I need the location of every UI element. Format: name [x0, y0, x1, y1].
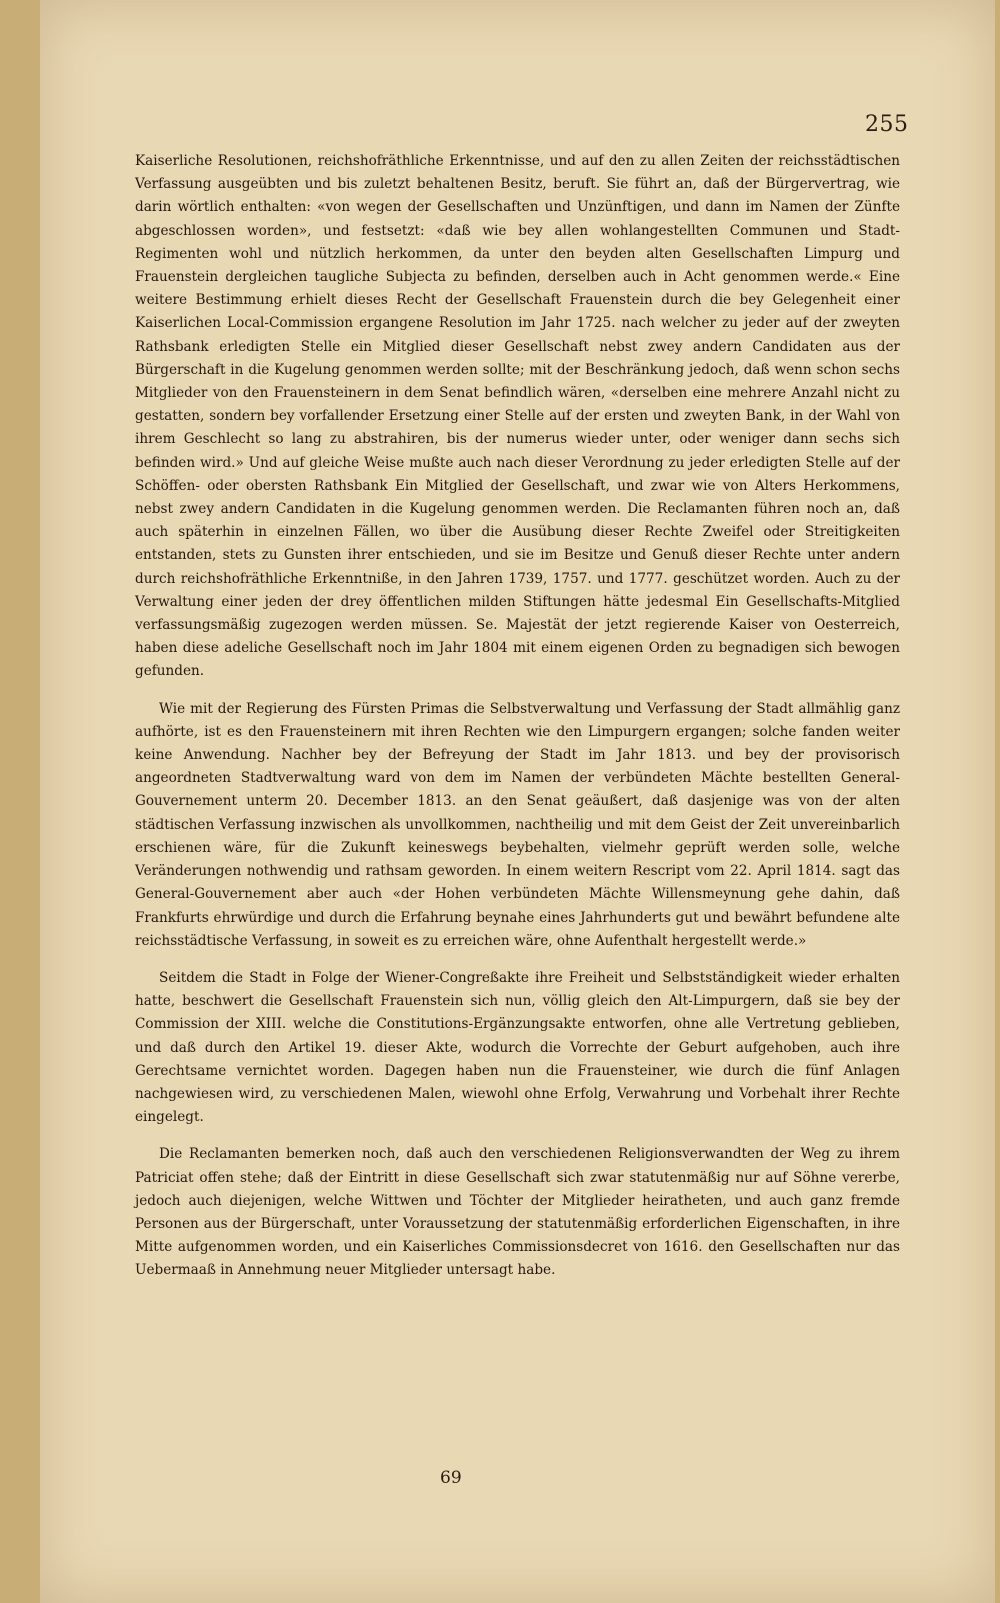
- paragraph-4: Die Reclamanten bemerken noch, daß auch den verschiedenen Religionsverwandten der Weg zu ihrem Patriciat offen stehe; daß der Eintritt in diese Gesellschaft sich zwar statutenmäßig nur auf Söhne vererbe, jedoch auch diejenigen, welche Wittwen und Töchter der Mitglieder heiratheten, und auch ganz fremde Personen aus der Bürgerschaft, unter Voraussetzung der statutenmäßig erforderlichen Eigenschaften, in ihre Mitte aufgenommen worden, und ein Kaiserliches Commissionsdecret von 1616. den Gesellschaften nur das Uebermaaß in Annehmung neuer Mitglieder untersagt habe.: [135, 1146, 900, 1279]
- signature-mark: 69: [440, 1468, 462, 1488]
- paragraph-1: Kaiserliche Resolutionen, reichshofräthliche Erkenntnisse, und auf den zu allen Zeiten der reichsstädtischen Verfassung ausgeübten und bis zuletzt behaltenen Besitz, beruft. Sie führt an, daß der Bürgervertrag, wie darin wörtlich enthalten: «von wegen der Gesellschaften und Unzünftigen, und dann im Namen der Zünfte abgeschlossen worden», und festsetzt: «daß wie bey allen wohlangestellten Communen und Stadt-Regimenten wohl und nützlich herkommen, da unter den beyden alten Gesellschaften Limpurg und Frauenstein dergleichen taugliche Subjecta zu befinden, derselben auch in Acht genommen werde.« Eine weitere Bestimmung erhielt dieses Recht der Gesellschaft Frauenstein durch die bey Gelegenheit einer Kaiserlichen Local-Commission ergangene Resolution im Jahr 1725. nach welcher zu jeder auf der zweyten Rathsbank erledigten Stelle ein Mitglied dieser Gesellschaft nebst zwey andern Candidaten aus der Bürgerschaft in die Kugelung genommen werden sollte; mit der Beschränkung jedoch, daß wenn schon sechs Mitglieder von den Frauensteinern in dem Senat befindlich wären, «derselben eine mehrere Anzahl nicht zu gestatten, sondern bey vorfallender Ersetzung einer Stelle auf der ersten und zweyten Bank, in der Wahl von ihrem Geschlecht so lang zu abstrahiren, bis der numerus wieder unter, oder weniger dann sechs sich befinden wird.» Und auf gleiche Weise mußte auch nach dieser Verordnung zu jeder erledigten Stelle auf der Schöffen- oder obersten Rathsbank Ein Mitglied der Gesellschaft, und zwar wie von Alters Herkommens, nebst zwey andern Candidaten in die Kugelung genommen werden. Die Reclamanten führen noch an, daß auch späterhin in einzelnen Fällen, wo über die Ausübung dieser Rechte Zweifel oder Streitigkeiten entstanden, stets zu Gunsten ihrer entschieden, und sie im Besitze und Genuß dieser Rechte unter andern durch reichshofräthliche Erkenntniße, in den Jahren 1739, 1757. und 1777. geschützet worden. Auch zu der Verwaltung einer jeden der drey öffentlichen milden Stiftungen hätte jedesmal Ein Gesellschafts-Mitglied verfassungsmäßig zugezogen werden müssen. Se. Majestät der jetzt regierende Kaiser von Oesterreich, haben diese adeliche Gesellschaft noch im Jahr 1804 mit einem eigenen Orden zu begnadigen sich bewogen gefunden.: [135, 153, 900, 680]
- page-number: 255: [865, 112, 909, 137]
- paragraph-3: Seitdem die Stadt in Folge der Wiener-Congreßakte ihre Freiheit und Selbstständigkeit wieder erhalten hatte, beschwert die Gesellschaft Frauenstein sich nun, völlig gleich den Alt-Limpurgern, daß sie bey der Commission der XIII. welche die Constitutions-Ergänzungsakte entworfen, ohne alle Vertretung geblieben, und daß durch den Artikel 19. dieser Akte, wodurch die Vorrechte der Geburt aufgehoben, auch ihre Gerechtsame vernichtet worden. Dagegen haben nun die Frauensteiner, wie durch die fünf Anlagen nachgewiesen wird, zu verschiedenen Malen, wiewohl ohne Erfolg, Verwahrung und Vorbehalt ihrer Rechte eingelegt.: [135, 969, 900, 1126]
- book-page: [40, 0, 995, 1603]
- paragraph-2: Wie mit der Regierung des Fürsten Primas die Selbstverwaltung und Verfassung der Stadt allmählig ganz aufhörte, ist es den Frauensteinern mit ihren Rechten wie den Limpurgern ergangen; solche fanden weiter keine Anwendung. Nachher bey der Befreyung der Stadt im Jahr 1813. und bey der provisorisch angeordneten Stadtverwaltung ward von dem im Namen der verbündeten Mächte bestellten General-Gouvernement unterm 20. December 1813. an den Senat geäußert, daß dasjenige was von der alten städtischen Verfassung inzwischen als unvollkommen, nachtheilig und mit dem Geist der Zeit unvereinbarlich erschienen wäre, für die Zukunft keineswegs beybehalten, vielmehr geprüft werden solle, welche Veränderungen nothwendig und rathsam geworden. In einem weitern Rescript vom 22. April 1814. sagt das General-Gouvernement aber auch «der Hohen verbündeten Mächte Willensmeynung gehe dahin, daß Frankfurts ehrwürdige und durch die Erfahrung beynahe eines Jahrhunderts gut und bewährt befundene alte reichsstädtische Verfassung, in soweit es zu erreichen wäre, ohne Aufenthalt hergestellt werde.»: [135, 700, 900, 949]
- body-text: [135, 150, 900, 1297]
